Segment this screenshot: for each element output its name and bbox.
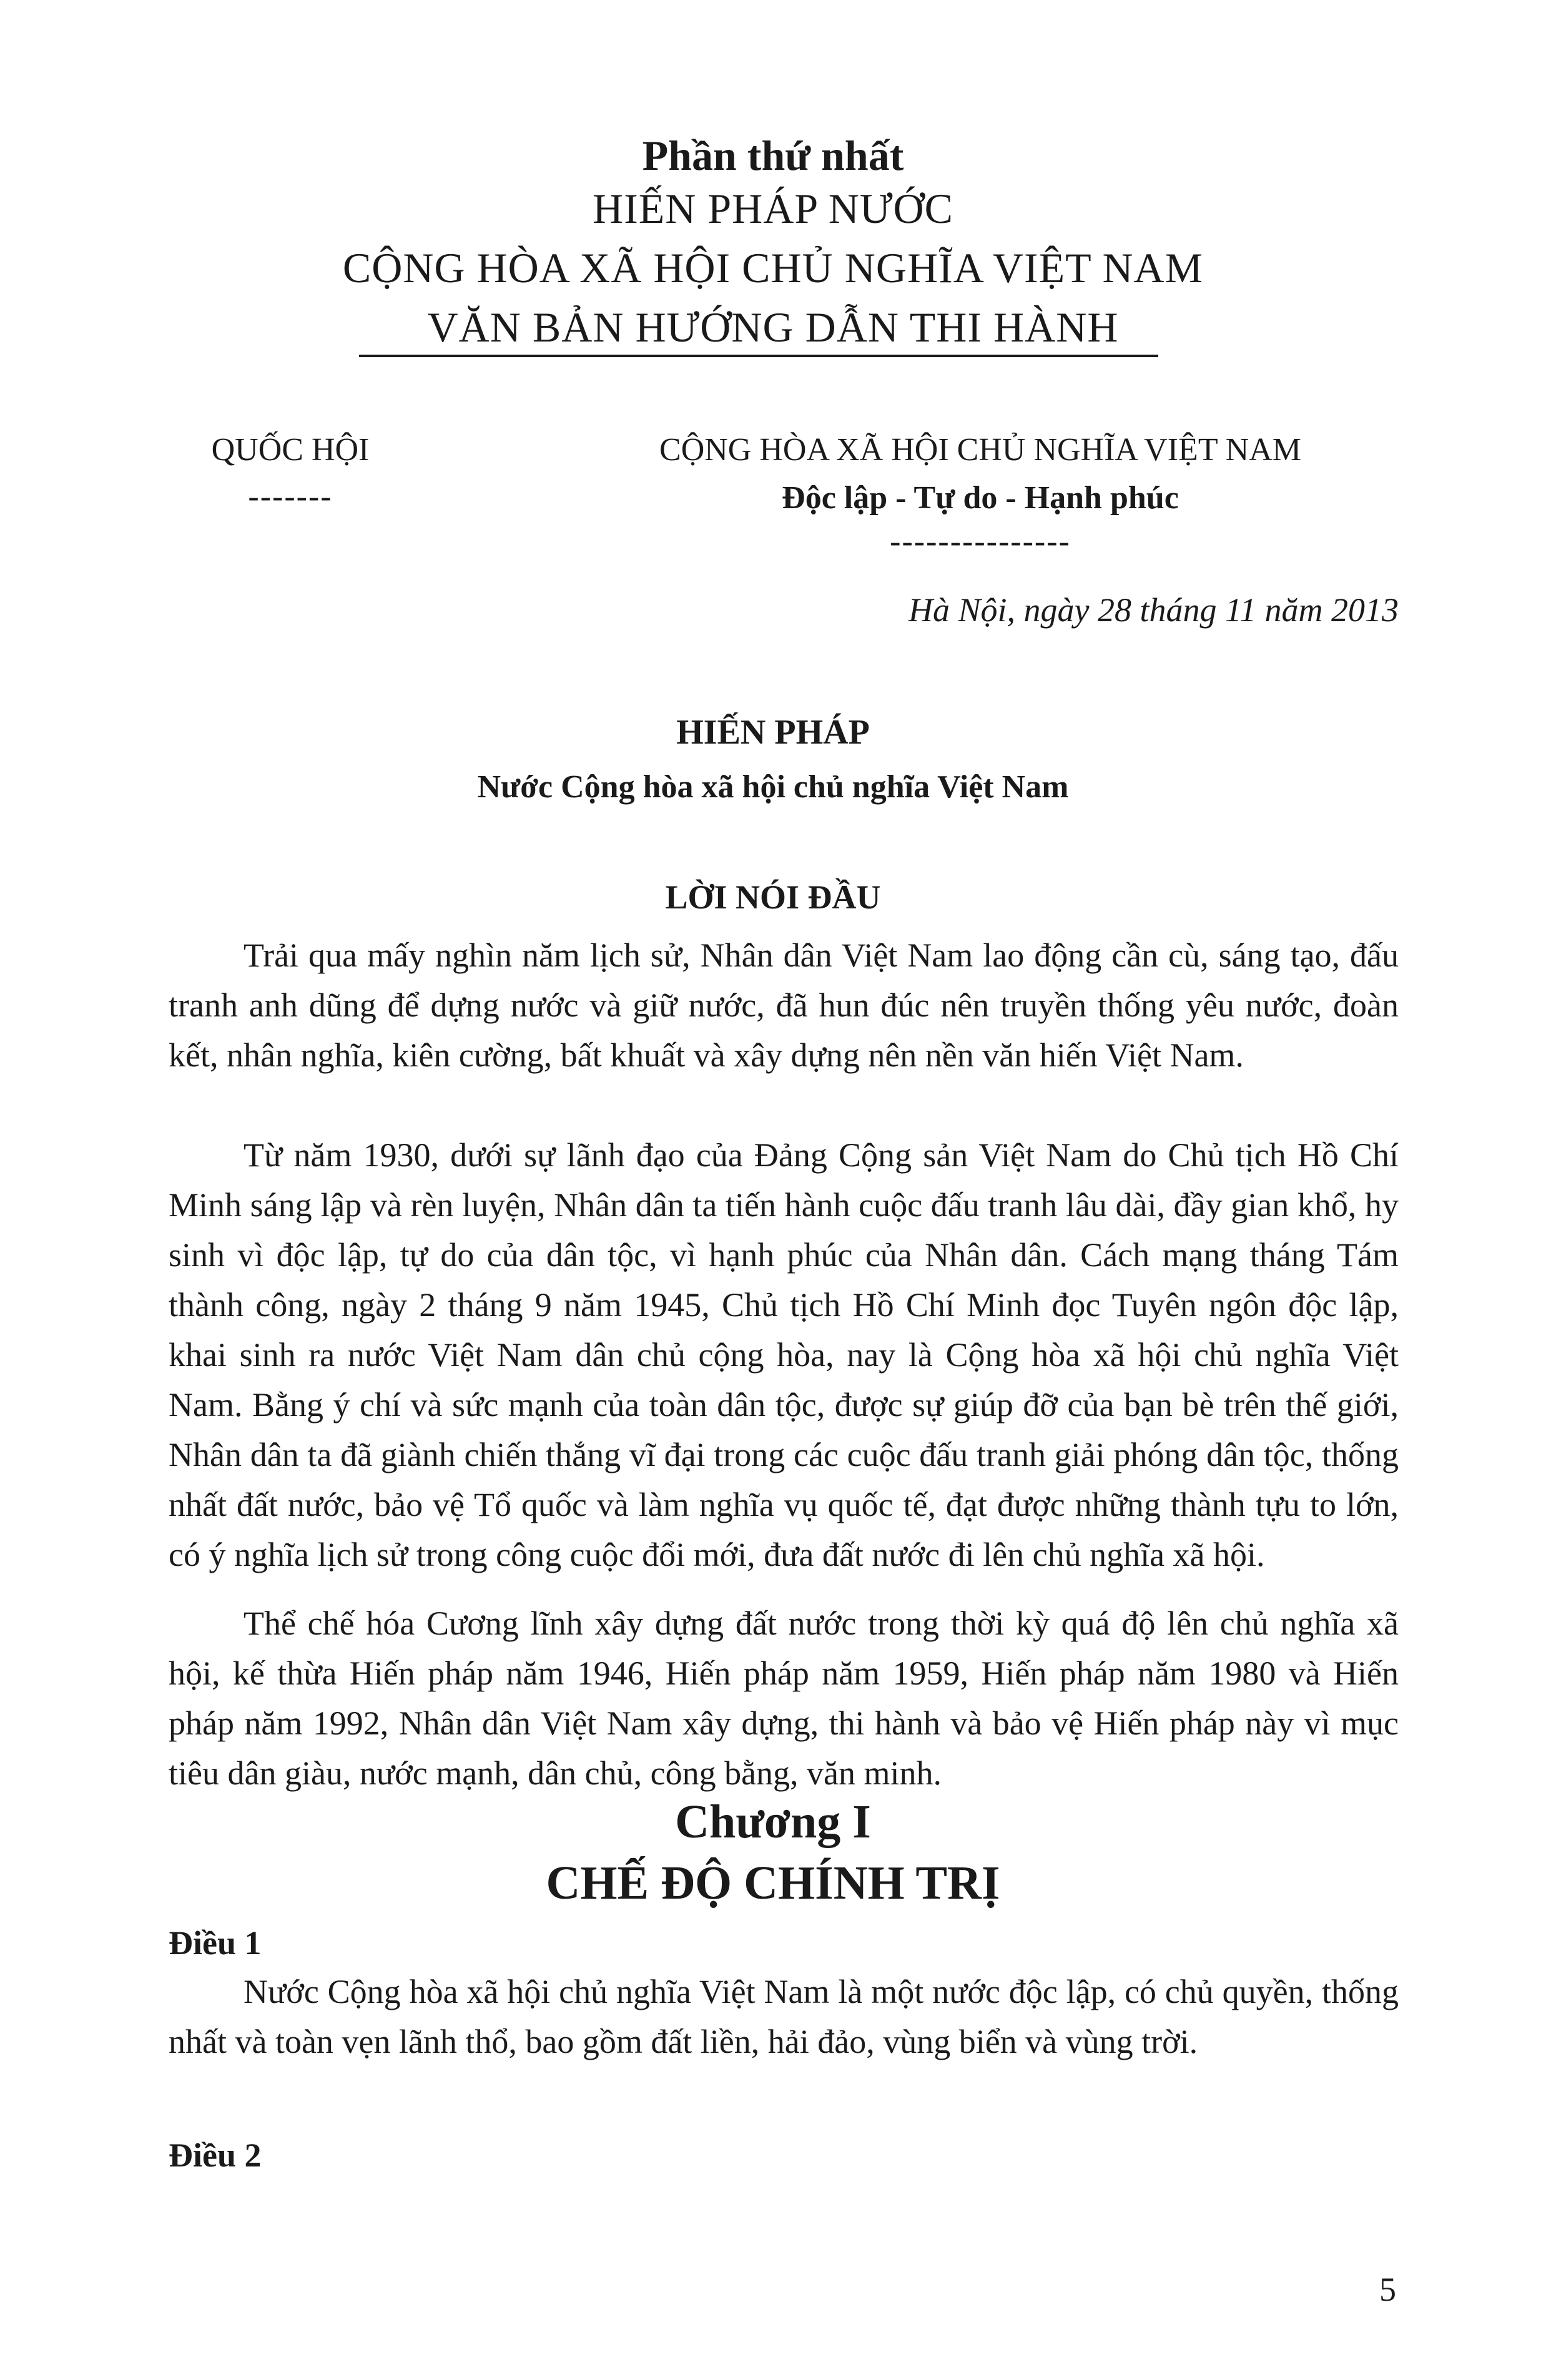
issuer-name: QUỐC HỘI	[211, 432, 370, 468]
document-title: HIẾN PHÁP	[676, 713, 870, 752]
article-2-label: Điều 2	[169, 2137, 262, 2174]
preamble-paragraph-2: Từ năm 1930, dưới sự lãnh đạo của Đảng Cộng sản Việt Nam do Chủ tịch Hồ Chí Minh sáng lập và rèn luyện, Nhân dân ta tiến hành cuộc đấu tranh lâu dài, đầy gian khổ, hy sinh vì độc lập, tự do của dân tộc, vì hạnh phúc của Nhân dân. Cách mạng tháng Tám thành công, ngày 2 tháng 9 năm 1945, Chủ tịch Hồ Chí Minh đọc Tuyên ngôn độc lập, khai sinh ra nước Việt Nam dân chủ cộng hòa, nay là Cộng hòa xã hội chủ nghĩa Việt Nam. Bằng ý chí và sức mạnh của toàn dân tộc, được sự giúp đỡ của bạn bè trên thế giới, Nhân dân ta đã giành chiến thắng vĩ đại trong các cuộc đấu tranh giải phóng dân tộc, thống nhất đất nước, bảo vệ Tổ quốc và làm nghĩa vụ quốc tế, đạt được những thành tựu to lớn, có ý nghĩa lịch sử trong công cuộc đổi mới, đưa đất nước đi lên chủ nghĩa xã hội.	[169, 1136, 1399, 1573]
title-line-1: HIẾN PHÁP NƯỚC	[592, 185, 954, 232]
issue-date: Hà Nội, ngày 28 tháng 11 năm 2013	[908, 591, 1399, 629]
issuer-divider: -------	[248, 479, 333, 514]
part-label: Phần thứ nhất	[642, 132, 904, 179]
title-underline	[359, 355, 1158, 357]
chapter-label: Chương I	[675, 1796, 871, 1848]
title-line-3: VĂN BẢN HƯỚNG DẪN THI HÀNH	[427, 303, 1119, 351]
preamble-paragraph-1: Trải qua mấy nghìn năm lịch sử, Nhân dân Việt Nam lao động cần cù, sáng tạo, đấu tranh anh dũng để dựng nước và giữ nước, đã hun đúc nên truyền thống yêu nước, đoàn kết, nhân nghĩa, kiên cường, bất khuất và xây dựng nên nền văn hiến Việt Nam.	[169, 937, 1399, 1074]
preamble-paragraph-3: Thể chế hóa Cương lĩnh xây dựng đất nước trong thời kỳ quá độ lên chủ nghĩa xã hội, kế thừa Hiến pháp năm 1946, Hiến pháp năm 1959, Hiến pháp năm 1980 và Hiến pháp năm 1992, Nhân dân Việt Nam xây dựng, thi hành và bảo vệ Hiến pháp này vì mục tiêu dân giàu, nước mạnh, dân chủ, công bằng, văn minh.	[169, 1605, 1399, 1792]
national-motto: Độc lập - Tự do - Hạnh phúc	[782, 480, 1179, 516]
document-subtitle: Nước Cộng hòa xã hội chủ nghĩa Việt Nam	[477, 769, 1069, 805]
title-line-2: CỘNG HÒA XÃ HỘI CHỦ NGHĨA VIỆT NAM	[342, 244, 1204, 292]
motto-divider: ---------------	[890, 524, 1071, 559]
page-number: 5	[1379, 2271, 1396, 2308]
preamble-heading: LỜI NÓI ĐẦU	[665, 878, 881, 916]
chapter-title: CHẾ ĐỘ CHÍNH TRỊ	[546, 1857, 1000, 1909]
article-1-label: Điều 1	[169, 1924, 262, 1962]
article-1-text: Nước Cộng hòa xã hội chủ nghĩa Việt Nam là một nước độc lập, có chủ quyền, thống nhất và toàn vẹn lãnh thổ, bao gồm đất liền, hải đảo, vùng biển và vùng trời.	[169, 1973, 1399, 2060]
nation-name: CỘNG HÒA XÃ HỘI CHỦ NGHĨA VIỆT NAM	[659, 432, 1301, 468]
